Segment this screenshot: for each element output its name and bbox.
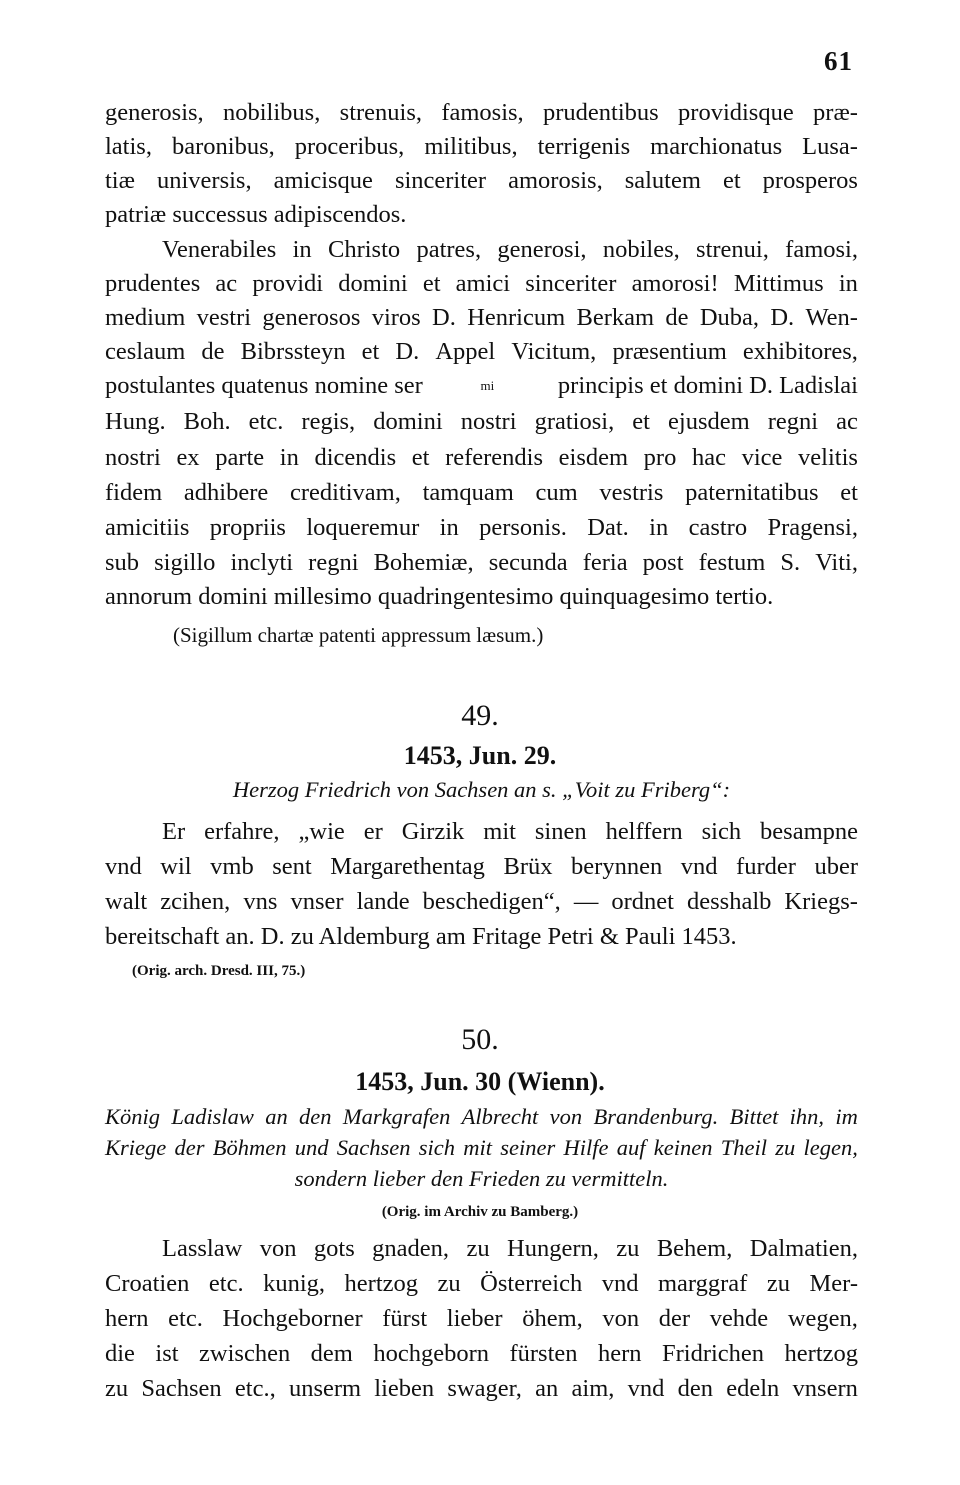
seal-note: (Sigillum chartæ patenti appressum læsum.) — [173, 623, 544, 647]
text-line: amicitiis propriis loqueremur in personis. Dat. in castro Pragensi, — [105, 514, 858, 541]
text-line: walt zcihen, vns vnser lande beschedigen“, — ordnet desshalb Kriegs- — [105, 888, 858, 915]
document-summary: Herzog Friedrich von Sachsen an s. „Voit zu Friberg“: — [232, 777, 731, 802]
superscript-abbrev: mi — [480, 378, 495, 393]
text-line: fidem adhibere creditivam, tamquam cum vestris paternitatibus et — [105, 479, 858, 506]
page-number: 61 — [824, 46, 853, 76]
text-line: hern etc. Hochgeborner fürst lieber öhem, von der vehde wegen, — [105, 1305, 858, 1332]
text-line: Croatien etc. kunig, hertzog zu Österreich vnd marggraf zu Mer- — [105, 1270, 858, 1297]
source-note: (Orig. arch. Dresd. III, 75.) — [132, 963, 306, 979]
document-summary: Kriege der Böhmen und Sachsen sich mit seiner Hilfe auf keinen Theil zu legen, — [105, 1135, 858, 1160]
text-line: vnd wil vmb sent Margarethentag Brüx berynnen vnd furder uber — [105, 853, 858, 880]
text-line: sub sigillo inclyti regni Bohemiæ, secunda feria post festum S. Viti, — [105, 549, 858, 576]
document-summary: sondern lieber den Frieden zu vermitteln. — [294, 1166, 669, 1191]
text-line: Venerabiles in Christo patres, generosi, nobiles, strenui, famosi, — [162, 236, 858, 263]
text-line: Er erfahre, „wie er Girzik mit sinen helffern sich besampne — [162, 818, 858, 845]
text-fragment: postulantes quatenus nomine ser — [105, 372, 423, 399]
text-line: latis, baronibus, proceribus, militibus, terrigenis marchionatus Lusa- — [105, 133, 858, 160]
text-line: tiæ universis, amicisque sinceriter amorosis, salutem et prosperos — [105, 167, 858, 194]
text-line: Lasslaw von gots gnaden, zu Hungern, zu Behem, Dalmatien, — [162, 1235, 858, 1262]
document-number: 50. — [461, 1023, 499, 1056]
document-number: 49. — [461, 699, 499, 732]
text-line: die ist zwischen dem hochgeborn fürsten hern Fridrichen hertzog — [105, 1340, 858, 1367]
document-summary: König Ladislaw an den Markgrafen Albrecht von Brandenburg. Bittet ihn, im — [105, 1104, 858, 1129]
text-line: zu Sachsen etc., unserm lieben swager, an aim, vnd den edeln vnsern — [105, 1375, 858, 1402]
text-line: medium vestri generosos viros D. Henricum Berkam de Duba, D. Wen- — [105, 304, 858, 331]
document-date: 1453, Jun. 30 (Wienn). — [355, 1067, 605, 1096]
text-fragment: principis et domini D. Ladislai — [557, 372, 858, 399]
text-line: patriæ successus adipiscendos. — [105, 201, 407, 228]
document-date: 1453, Jun. 29. — [403, 741, 557, 770]
text-line: ceslaum de Bibrssteyn et D. Appel Vicitum, præsentium exhibitores, — [105, 338, 858, 365]
text-line: generosis, nobilibus, strenuis, famosis, prudentibus providisque præ- — [105, 99, 858, 126]
text-line: bereitschaft an. D. zu Aldemburg am Fritage Petri & Pauli 1453. — [105, 923, 737, 950]
text-line-superscript — [105, 369, 858, 403]
source-note: (Orig. im Archiv zu Bamberg.) — [381, 1204, 579, 1220]
text-line: Hung. Boh. etc. regis, domini nostri gratiosi, et ejusdem regni ac — [105, 408, 858, 435]
text-line: prudentes ac providi domini et amici sinceriter amorosi! Mittimus in — [105, 270, 858, 297]
text-line: nostri ex parte in dicendis et referendis eisdem pro hac vice velitis — [105, 444, 858, 471]
text-line: annorum domini millesimo quadringentesimo quinquagesimo tertio. — [105, 583, 774, 610]
